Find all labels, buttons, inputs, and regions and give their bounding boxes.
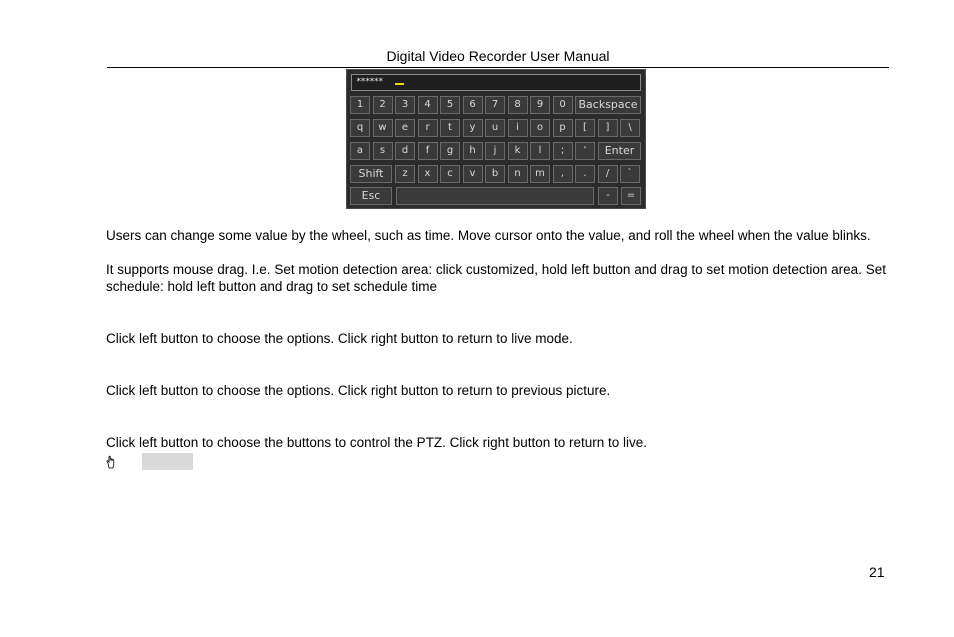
key-shift[interactable]: Shift	[350, 165, 392, 183]
key-a[interactable]: a	[350, 142, 370, 160]
paragraph-ptz: Click left button to choose the buttons to control the PTZ. Click right button to return to live.	[106, 435, 648, 450]
key-o[interactable]: o	[530, 119, 550, 137]
key-c61[interactable]: =	[621, 187, 641, 205]
key-6[interactable]: 6	[463, 96, 483, 114]
key-5[interactable]: 5	[440, 96, 460, 114]
key-p[interactable]: p	[553, 119, 573, 137]
key-i[interactable]: i	[508, 119, 528, 137]
key-l[interactable]: l	[530, 142, 550, 160]
key-c[interactable]: c	[440, 165, 460, 183]
key-esc[interactable]: Esc	[350, 187, 392, 205]
key-c92[interactable]: \	[620, 119, 640, 137]
paragraph-wheel: Users can change some value by the wheel, such as time. Move cursor onto the value, and roll the wheel when the value blinks.	[106, 228, 871, 243]
key-8[interactable]: 8	[508, 96, 528, 114]
key-c93[interactable]: ]	[598, 119, 618, 137]
hand-pointer-icon	[105, 455, 119, 469]
page-header-title: Digital Video Recorder User Manual	[386, 48, 610, 64]
key-m[interactable]: m	[530, 165, 550, 183]
key-enter[interactable]: Enter	[598, 142, 641, 160]
highlight-placeholder	[142, 453, 193, 470]
text-cursor	[395, 83, 404, 85]
key-3[interactable]: 3	[395, 96, 415, 114]
key-b[interactable]: b	[485, 165, 505, 183]
key-c45[interactable]: -	[598, 187, 618, 205]
key-2[interactable]: 2	[373, 96, 393, 114]
key-q[interactable]: q	[350, 119, 370, 137]
key-y[interactable]: y	[463, 119, 483, 137]
key-c96[interactable]: `	[620, 165, 640, 183]
key-r[interactable]: r	[418, 119, 438, 137]
key-c59[interactable]: ;	[553, 142, 573, 160]
key-c46[interactable]: .	[575, 165, 595, 183]
key-0[interactable]: 0	[553, 96, 573, 114]
virtual-keyboard	[346, 69, 646, 209]
key-s[interactable]: s	[373, 142, 393, 160]
key-x[interactable]: x	[418, 165, 438, 183]
key-v[interactable]: v	[463, 165, 483, 183]
key-n[interactable]: n	[508, 165, 528, 183]
paragraph-drag: It supports mouse drag. I.e. Set motion detection area: click customized, hold left button and drag to set motion detection area. Set schedule: hold left button and drag to set schedule time	[106, 262, 886, 294]
paragraph-picture: Click left button to choose the options. Click right button to return to previous picture.	[106, 383, 611, 398]
key-backspace[interactable]: Backspace	[575, 96, 641, 114]
key-g[interactable]: g	[440, 142, 460, 160]
key-h[interactable]: h	[463, 142, 483, 160]
key-f[interactable]: f	[418, 142, 438, 160]
key-k[interactable]: k	[508, 142, 528, 160]
key-7[interactable]: 7	[485, 96, 505, 114]
header-rule	[107, 67, 889, 68]
key-c39[interactable]: '	[575, 142, 595, 160]
key-t[interactable]: t	[440, 119, 460, 137]
key-c47[interactable]: /	[598, 165, 618, 183]
key-d[interactable]: d	[395, 142, 415, 160]
paragraph-live: Click left button to choose the options. Click right button to return to live mode.	[106, 331, 573, 346]
page-number: 21	[869, 564, 885, 580]
key-j[interactable]: j	[485, 142, 505, 160]
key-space[interactable]	[396, 187, 594, 205]
keyboard-input-field[interactable]: ******	[351, 74, 641, 91]
key-9[interactable]: 9	[530, 96, 550, 114]
key-w[interactable]: w	[373, 119, 393, 137]
key-c44[interactable]: ,	[553, 165, 573, 183]
key-u[interactable]: u	[485, 119, 505, 137]
key-e[interactable]: e	[395, 119, 415, 137]
key-z[interactable]: z	[395, 165, 415, 183]
key-c91[interactable]: [	[575, 119, 595, 137]
key-1[interactable]: 1	[350, 96, 370, 114]
key-4[interactable]: 4	[418, 96, 438, 114]
